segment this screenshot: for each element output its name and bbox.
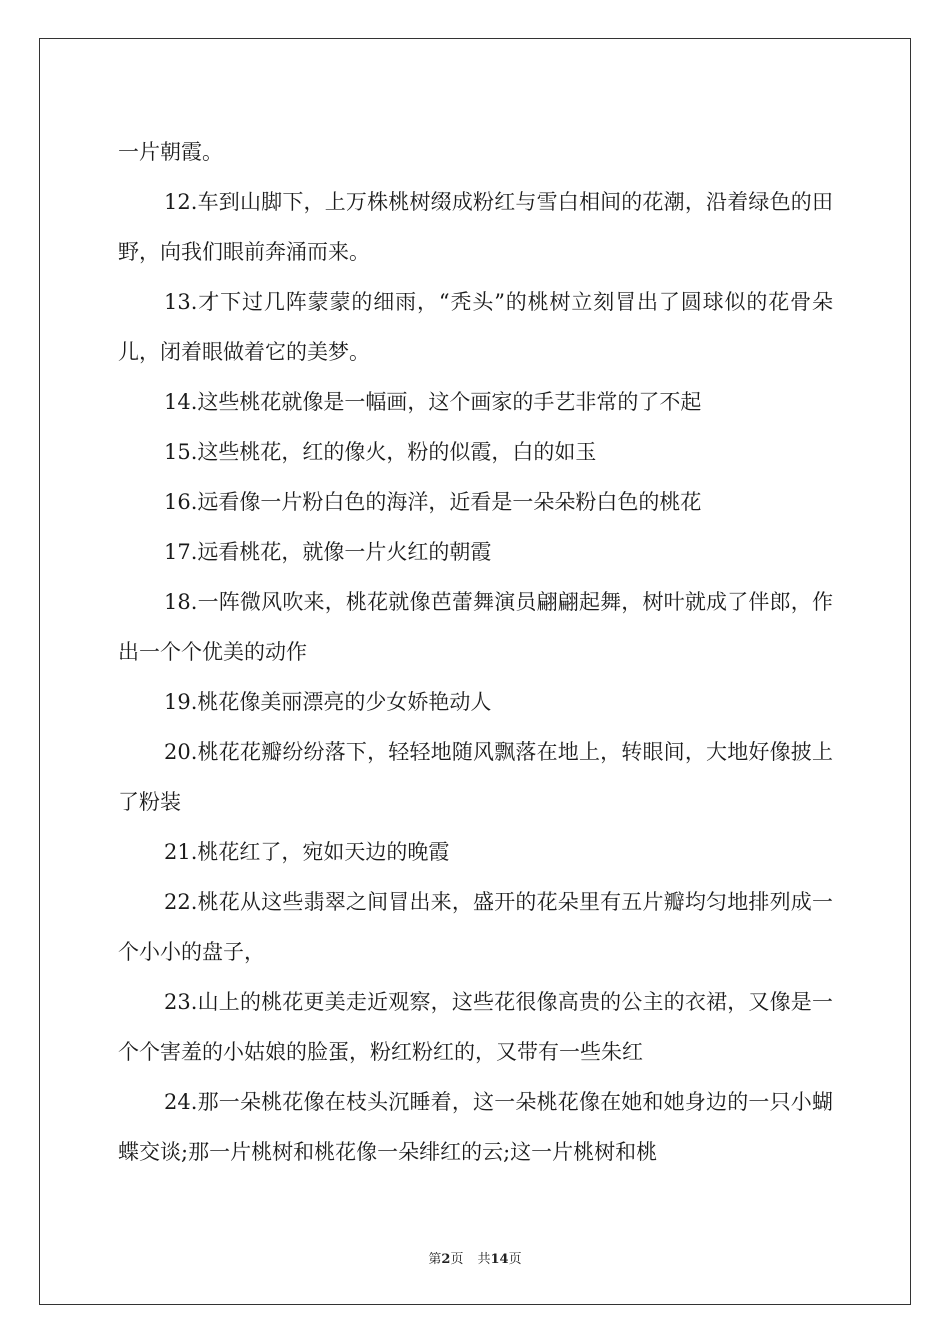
paragraph: 15.这些桃花，红的像火，粉的似霞，白的如玉 (164, 440, 597, 464)
paragraph: 19.桃花像美丽漂亮的少女娇艳动人 (164, 690, 492, 714)
page-prefix: 第 (428, 1252, 442, 1267)
paragraph: 一片朝霞。 (118, 140, 223, 164)
paragraph: 17.远看桃花，就像一片火红的朝霞 (164, 540, 492, 564)
paragraph: 12.车到山脚下，上万株桃树缀成粉红与雪白相间的花潮，沿着绿色的田野，向我们眼前奔涌而来。 (118, 190, 833, 264)
page-footer (0, 1248, 950, 1267)
total-suffix: 页 (508, 1252, 522, 1267)
paragraph: 13.才下过几阵蒙蒙的细雨，“秃头”的桃树立刻冒出了圆球似的花骨朵儿，闭着眼做着它的美梦。 (118, 290, 833, 364)
page-number: 2 (441, 1252, 451, 1267)
total-prefix: 共 (477, 1252, 491, 1267)
paragraph: 20.桃花花瓣纷纷落下，轻轻地随风飘落在地上，转眼间，大地好像披上了粉装 (118, 740, 833, 814)
paragraph: 24.那一朵桃花像在枝头沉睡着，这一朵桃花像在她和她身边的一只小蝴蝶交谈;那一片桃树和桃花像一朵绯红的云;这一片桃树和桃 (118, 1090, 833, 1164)
paragraph: 16.远看像一片粉白色的海洋，近看是一朵朵粉白色的桃花 (164, 490, 702, 514)
paragraph: 23.山上的桃花更美走近观察，这些花很像高贵的公主的衣裙，又像是一个个害羞的小姑娘的脸蛋，粉红粉红的，又带有一些朱红 (118, 990, 833, 1064)
paragraph: 18.一阵微风吹来，桃花就像芭蕾舞演员翩翩起舞，树叶就成了伴郎，作出一个个优美的动作 (118, 590, 833, 664)
total-pages: 14 (490, 1252, 509, 1267)
paragraph: 14.这些桃花就像是一幅画，这个画家的手艺非常的了不起 (164, 390, 702, 414)
document-body (118, 127, 833, 1177)
paragraph: 22.桃花从这些翡翠之间冒出来，盛开的花朵里有五片瓣均匀地排列成一个小小的盘子， (118, 890, 833, 964)
page-suffix: 页 (450, 1252, 464, 1267)
paragraph: 21.桃花红了，宛如天边的晚霞 (164, 840, 450, 864)
